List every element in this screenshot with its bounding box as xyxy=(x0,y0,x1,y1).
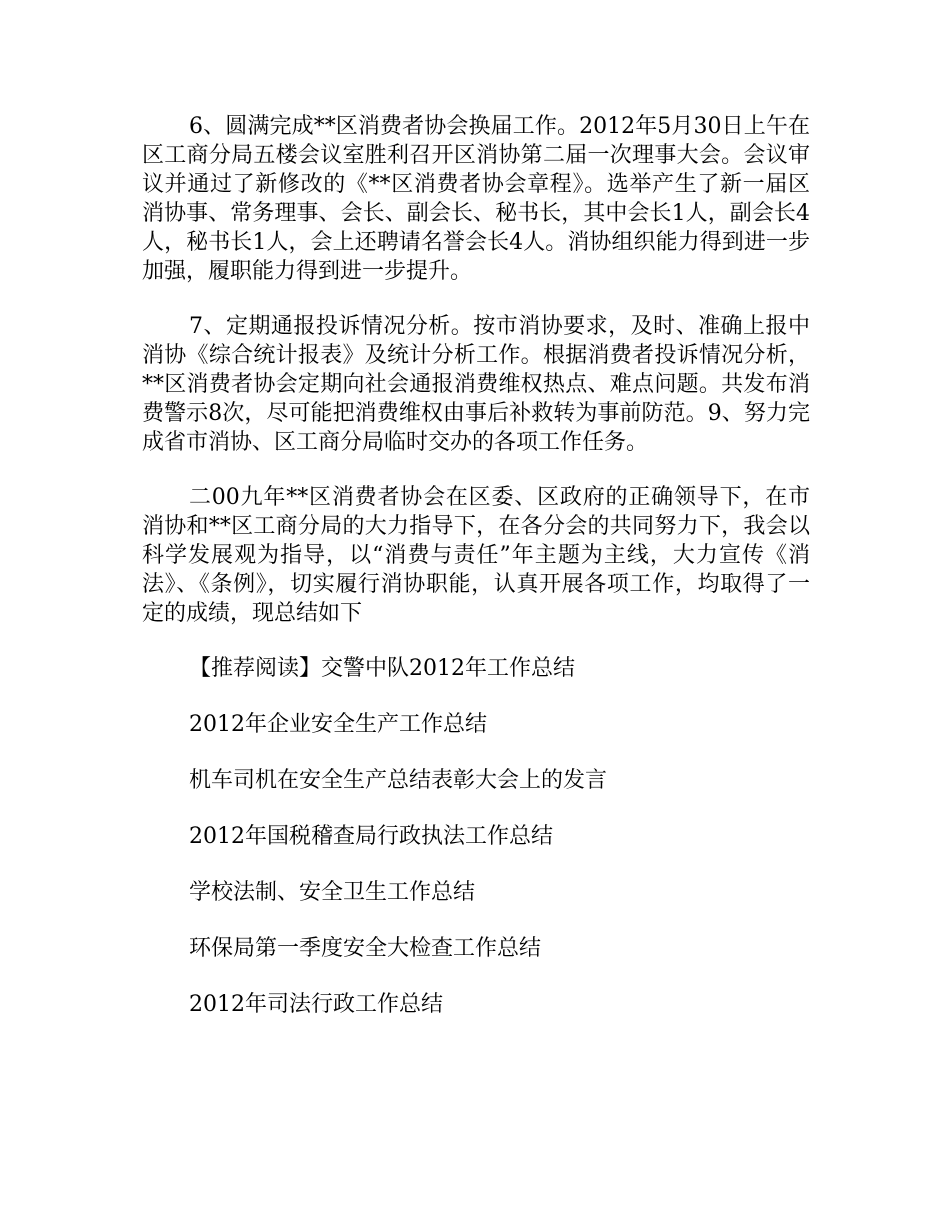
paragraph-annual-summary-intro: 二00九年**区消费者协会在区委、区政府的正确领导下，在市消协和**区工商分局的大力指导下，在各分会的共同努力下，我会以科学发展观为指导，以“消费与责任”年主题为主线，大力宣传《消法》、《条例》，切实履行消协职能，认真开展各项工作，均取得了一定的成绩，现总结如下 xyxy=(142,485,810,626)
document-page xyxy=(142,112,810,1046)
recommended-link-enterprise-safety[interactable]: 2012年企业安全生产工作总结 xyxy=(189,712,487,737)
recommended-link-tax-inspection[interactable]: 2012年国税稽查局行政执法工作总结 xyxy=(189,824,553,849)
paragraph-complaint-report: 7、定期通报投诉情况分析。按市消协要求，及时、准确上报中消协《综合统计报表》及统计分析工作。根据消费者投诉情况分析，**区消费者协会定期向社会通报消费维权热点、难点问题。共发布消费警示8次，尽可能把消费维权由事后补救转为事前防范。9、努力完成省市消协、区工商分局临时交办的各项工作任务。 xyxy=(142,314,810,455)
recommended-link-judicial-administration[interactable]: 2012年司法行政工作总结 xyxy=(189,992,443,1017)
recommended-link-traffic-police[interactable]: 【推荐阅读】交警中队2012年工作总结 xyxy=(189,656,575,681)
recommended-reading-list xyxy=(142,654,810,1019)
recommended-link-locomotive-driver[interactable]: 机车司机在安全生产总结表彰大会上的发言 xyxy=(189,768,608,793)
recommended-link-school-safety[interactable]: 学校法制、安全卫生工作总结 xyxy=(189,880,476,905)
recommended-link-environmental-inspection[interactable]: 环保局第一季度安全大检查工作总结 xyxy=(189,936,542,961)
paragraph-consumer-association-election: 6、圆满完成**区消费者协会换届工作。2012年5月30日上午在区工商分局五楼会议室胜利召开区消协第二届一次理事大会。会议审议并通过了新修改的《**区消费者协会章程》。选举产生了新一届区消协事、常务理事、会长、副会长、秘书长，其中会长1人，副会长4人，秘书长1人，会上还聘请名誉会长4人。消协组织能力得到进一步加强，履职能力得到进一步提升。 xyxy=(142,114,810,284)
